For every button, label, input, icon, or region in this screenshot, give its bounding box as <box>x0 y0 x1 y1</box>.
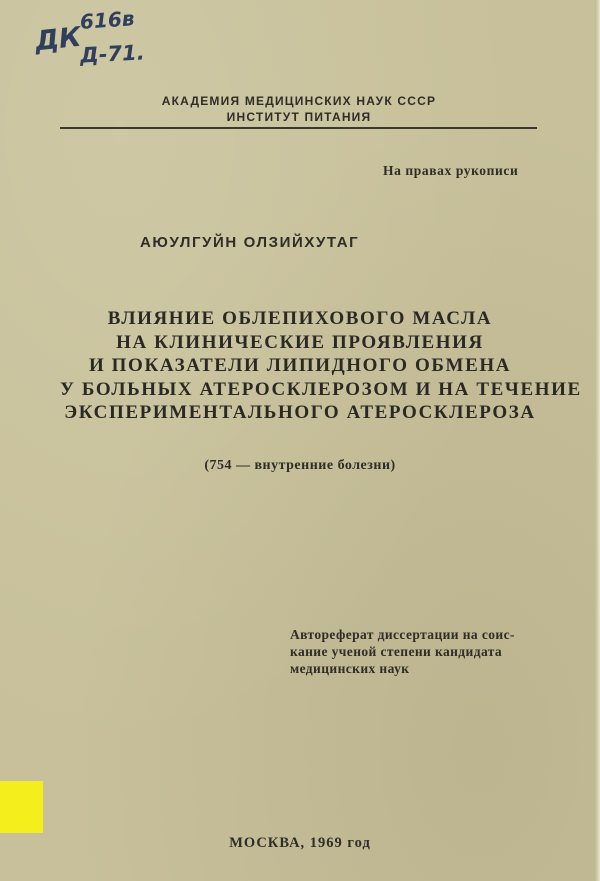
abstract-line: медицинских наук <box>290 661 410 676</box>
yellow-tab-marker <box>0 781 43 833</box>
academy-name: АКАДЕМИЯ МЕДИЦИНСКИХ НАУК СССР <box>161 94 437 108</box>
author-name: АЮУЛГУЙН ОЛЗИЙХУТАГ <box>140 234 360 251</box>
title-line: И ПОКАЗАТЕЛИ ЛИПИДНОГО ОБМЕНА <box>88 355 512 376</box>
abstract-line: Автореферат диссертации на соис- <box>290 627 515 642</box>
title-line: ЭКСПЕРИМЕНТАЛЬНОГО АТЕРОСКЛЕРОЗА <box>64 402 536 423</box>
institute-name: ИНСТИТУТ ПИТАНИЯ <box>226 110 372 124</box>
title-line: У БОЛЬНЫХ АТЕРОСКЛЕРОЗОМ И НА ТЕЧЕНИЕ <box>60 378 582 400</box>
header-rule <box>60 127 537 129</box>
rights-note: На правах рукописи <box>383 163 519 178</box>
handwritten-call-number-top: 616в <box>79 6 136 34</box>
specialty-code: (754 — внутренние болезни) <box>204 458 396 473</box>
document-title <box>60 307 582 425</box>
title-line: НА КЛИНИЧЕСКИЕ ПРОЯВЛЕНИЯ <box>116 331 484 353</box>
city-year: МОСКВА, 1969 год <box>229 835 371 851</box>
title-line: ВЛИЯНИЕ ОБЛЕПИХОВОГО МАСЛА <box>107 308 493 329</box>
abstract-line: кание ученой степени кандидата <box>290 644 503 659</box>
abstract-note <box>290 626 560 677</box>
handwritten-call-number-prefix: ДК <box>33 21 83 58</box>
page-edge <box>595 0 600 881</box>
handwritten-call-number-bottom: Д-71. <box>79 40 146 68</box>
